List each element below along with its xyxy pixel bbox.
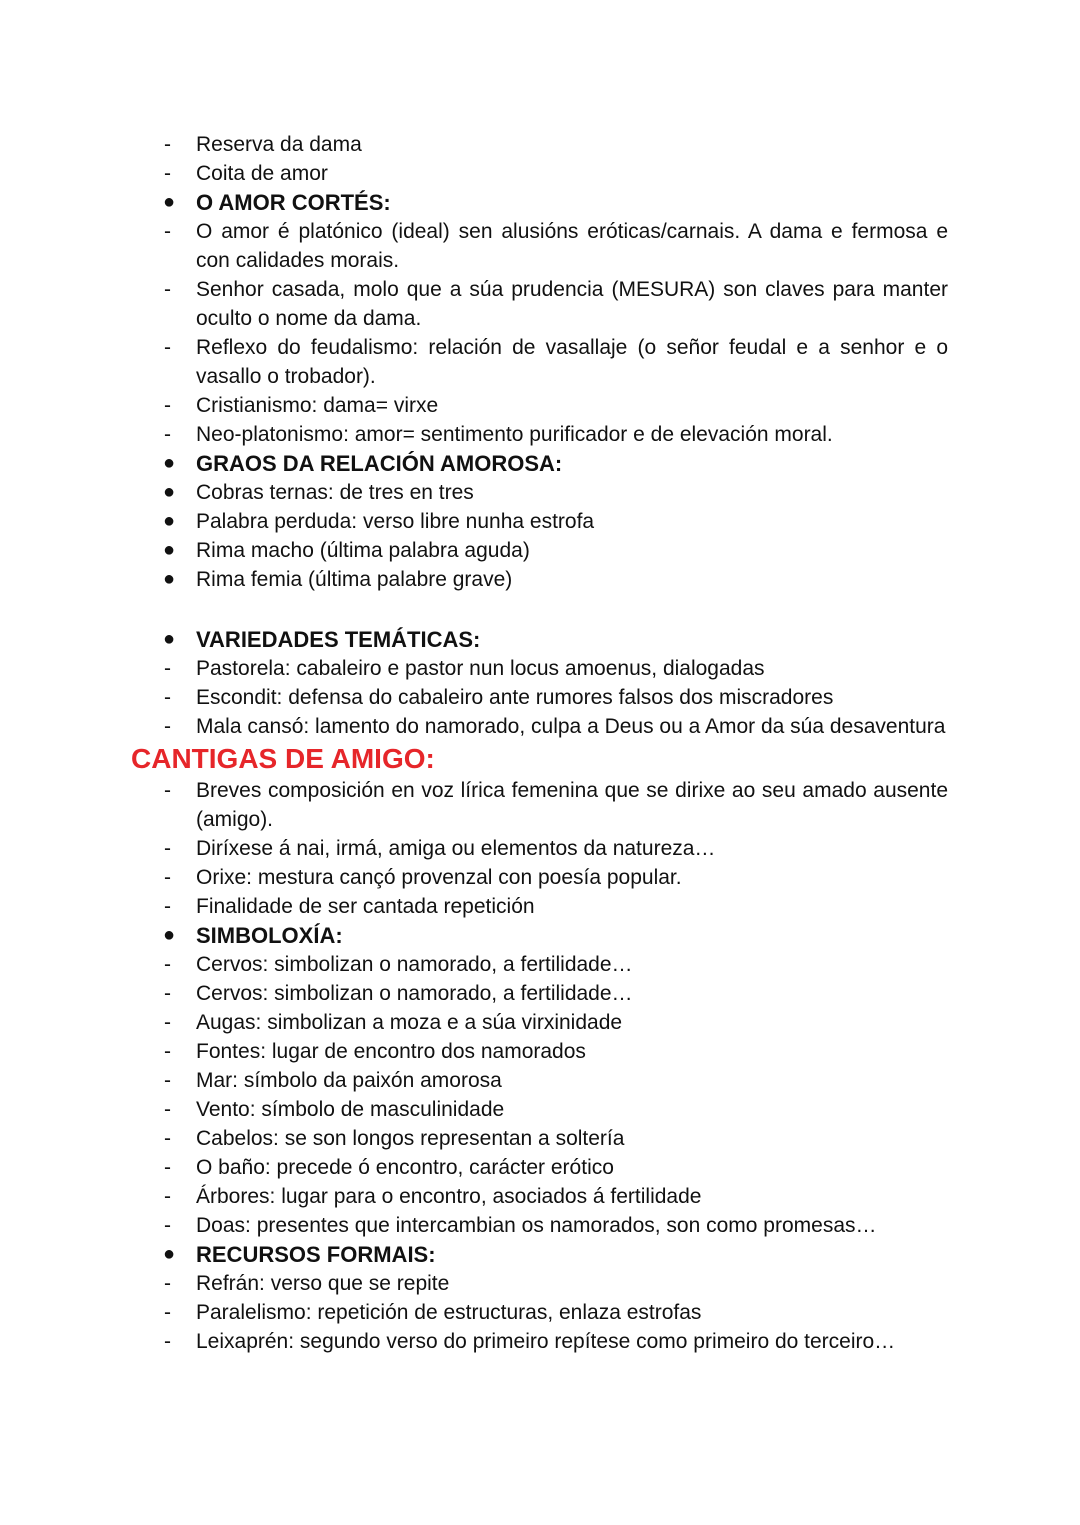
list-item	[0, 1298, 1080, 1327]
dash-marker: -	[164, 895, 171, 918]
dash-marker: -	[164, 1272, 171, 1295]
list-item	[0, 776, 1080, 834]
dash-marker: -	[164, 1301, 171, 1324]
list-item	[0, 217, 1080, 275]
heading-text: GRAOS DA RELACIÓN AMOROSA:	[196, 451, 563, 476]
list-item-text: Pastorela: cabaleiro e pastor nun locus amoenus, dialogadas	[196, 657, 765, 680]
list-item	[0, 1008, 1080, 1037]
list-item	[0, 1327, 1080, 1356]
list-item-text: Reflexo do feudalismo: relación de vasallaje (o señor feudal e a senhor e o vasallo o trobador).	[196, 336, 948, 388]
list-item	[0, 333, 1080, 391]
dash-marker: -	[164, 394, 171, 417]
heading-text: O AMOR CORTÉS:	[196, 190, 391, 215]
list-item-text: Vento: símbolo de masculinidade	[196, 1098, 505, 1121]
dash-marker: -	[164, 1214, 171, 1237]
dash-marker: -	[164, 1330, 171, 1353]
list-item-text: Refrán: verso que se repite	[196, 1272, 450, 1295]
bullet-marker: ●	[163, 191, 176, 213]
list-item	[0, 536, 1080, 565]
dash-marker: -	[164, 1127, 171, 1150]
list-item-text: Orixe: mestura cançó provenzal con poesía popular.	[196, 866, 682, 889]
bullet-marker: ●	[163, 510, 176, 532]
dash-marker: -	[164, 657, 171, 680]
list-item-text: Paralelismo: repetición de estructuras, enlaza estrofas	[196, 1301, 702, 1324]
dash-marker: -	[164, 1069, 171, 1092]
list-item	[0, 1153, 1080, 1182]
dash-marker: -	[164, 715, 171, 738]
list-item	[0, 130, 1080, 159]
dash-marker: -	[164, 1011, 171, 1034]
bullet-marker: ●	[163, 539, 176, 561]
section-heading-variedades	[0, 625, 1080, 654]
bullet-marker: ●	[163, 1243, 176, 1265]
list-item-text: Escondit: defensa do cabaleiro ante rumores falsos dos miscradores	[196, 686, 834, 709]
dash-marker: -	[164, 837, 171, 860]
dash-marker: -	[164, 982, 171, 1005]
list-item-text: Cervos: simbolizan o namorado, a fertilidade…	[196, 953, 633, 976]
list-item-text: Mala cansó: lamento do namorado, culpa a Deus ou a Amor da súa desaventura	[196, 715, 946, 738]
list-item-text: Finalidade de ser cantada repetición	[196, 895, 535, 918]
list-item-text: Cristianismo: dama= virxe	[196, 394, 439, 417]
list-item-text: Palabra perduda: verso libre nunha estrofa	[196, 510, 595, 533]
dash-marker: -	[164, 220, 171, 243]
dash-marker: -	[164, 779, 171, 802]
list-item	[0, 159, 1080, 188]
bullet-marker: ●	[163, 568, 176, 590]
list-item	[0, 507, 1080, 536]
list-item-text: Cabelos: se son longos representan a soltería	[196, 1127, 625, 1150]
list-item-text: Rima macho (última palabra aguda)	[196, 539, 530, 562]
section-title-cantigas-amigo: CANTIGAS DE AMIGO:	[131, 743, 435, 774]
list-item	[0, 654, 1080, 683]
list-item-text: Árbores: lugar para o encontro, asociados á fertilidade	[196, 1185, 702, 1208]
list-item-text: Doas: presentes que intercambian os namorados, son como promesas…	[196, 1214, 877, 1237]
dash-marker: -	[164, 953, 171, 976]
list-item-text: Mar: símbolo da paixón amorosa	[196, 1069, 502, 1092]
dash-marker: -	[164, 423, 171, 446]
dash-marker: -	[164, 866, 171, 889]
list-item	[0, 712, 1080, 741]
list-item	[0, 950, 1080, 979]
list-item	[0, 275, 1080, 333]
list-item-text: Reserva da dama	[196, 133, 362, 156]
section-heading-amor-cortes	[0, 188, 1080, 217]
bullet-marker: ●	[163, 452, 176, 474]
dash-marker: -	[164, 1185, 171, 1208]
list-item	[0, 979, 1080, 1008]
list-item	[0, 863, 1080, 892]
section-heading-simboloxia	[0, 921, 1080, 950]
list-item-text: Neo-platonismo: amor= sentimento purificador e de elevación moral.	[196, 423, 833, 446]
dash-marker: -	[164, 336, 171, 359]
dash-marker: -	[164, 162, 171, 185]
section-heading-graos	[0, 449, 1080, 478]
list-item	[0, 1269, 1080, 1298]
list-item	[0, 1124, 1080, 1153]
heading-text: SIMBOLOXÍA:	[196, 923, 343, 948]
dash-marker: -	[164, 278, 171, 301]
list-item	[0, 1095, 1080, 1124]
list-item	[0, 391, 1080, 420]
list-item	[0, 1211, 1080, 1240]
list-item-text: Senhor casada, molo que a súa prudencia (MESURA) son claves para manter oculto o nome da dama.	[196, 278, 948, 330]
list-item-text: Coita de amor	[196, 162, 328, 185]
list-item	[0, 565, 1080, 594]
list-item-text: Cervos: simbolizan o namorado, a fertilidade…	[196, 982, 633, 1005]
list-item	[0, 478, 1080, 507]
list-item-text: Augas: simbolizan a moza e a súa virxinidade	[196, 1011, 623, 1034]
list-item-text: Rima femia (última palabre grave)	[196, 568, 513, 591]
list-item	[0, 834, 1080, 863]
list-item-text: Leixaprén: segundo verso do primeiro repítese como primeiro do terceiro…	[196, 1330, 896, 1353]
bullet-marker: ●	[163, 628, 176, 650]
dash-marker: -	[164, 133, 171, 156]
bullet-marker: ●	[163, 924, 176, 946]
document-page	[0, 130, 1080, 1356]
list-item-text: Diríxese á nai, irmá, amiga ou elementos da natureza…	[196, 837, 716, 860]
bullet-marker: ●	[163, 481, 176, 503]
list-item	[0, 420, 1080, 449]
blank-line	[0, 594, 1080, 625]
document-content	[0, 130, 1080, 1356]
list-item-text: Breves composición en voz lírica femenina que se dirixe ao seu amado ausente (amigo).	[196, 779, 948, 831]
dash-marker: -	[164, 1098, 171, 1121]
heading-text: RECURSOS FORMAIS:	[196, 1242, 436, 1267]
heading-text: VARIEDADES TEMÁTICAS:	[196, 627, 481, 652]
list-item-text: Fontes: lugar de encontro dos namorados	[196, 1040, 586, 1063]
dash-marker: -	[164, 1156, 171, 1179]
section-heading-recursos	[0, 1240, 1080, 1269]
list-item-text: O amor é platónico (ideal) sen alusións eróticas/carnais. A dama e fermosa e con calidades morais.	[196, 220, 948, 272]
dash-marker: -	[164, 1040, 171, 1063]
list-item	[0, 1182, 1080, 1211]
list-item	[0, 1037, 1080, 1066]
list-item	[0, 683, 1080, 712]
list-item-text: O baño: precede ó encontro, carácter erótico	[196, 1156, 614, 1179]
list-item-text: Cobras ternas: de tres en tres	[196, 481, 474, 504]
list-item	[0, 892, 1080, 921]
list-item	[0, 1066, 1080, 1095]
dash-marker: -	[164, 686, 171, 709]
